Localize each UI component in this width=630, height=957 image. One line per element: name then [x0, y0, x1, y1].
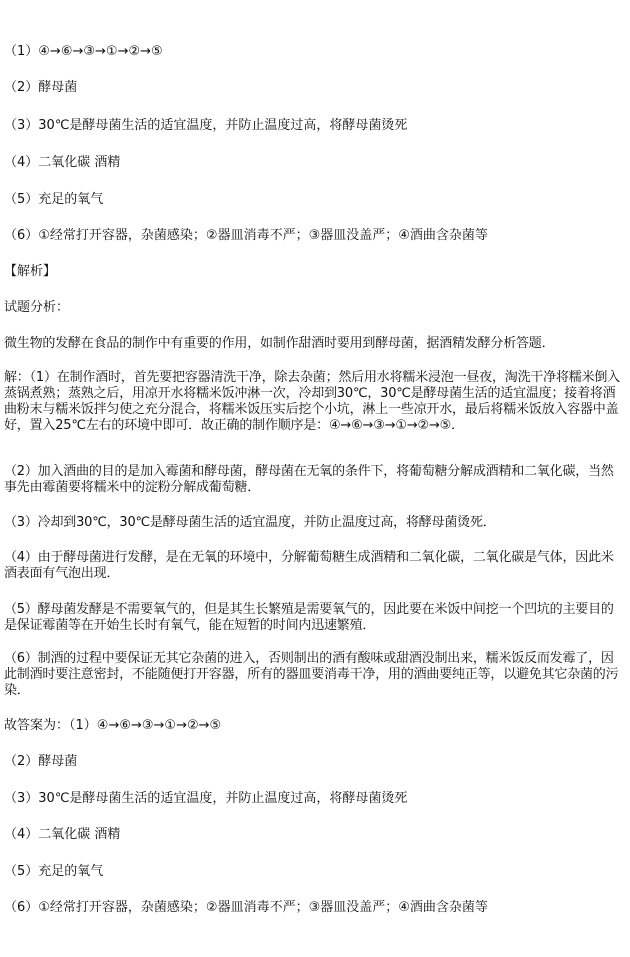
- answer-bottom-3: （3）30℃是酵母菌生活的适宜温度，并防止温度过高，将酵母菌烫死: [4, 791, 408, 806]
- explanation-6: （6）制酒的过程中要保证无其它杂菌的进入，否则制出的酒有酸味或甜酒没制出来，糯米饭反而发霉了，因此制酒时要注意密封，不能随便打开容器，所有的器皿要消毒干净，用的酒曲要纯正等，以避免其它杂菌的污染．: [4, 651, 619, 698]
- analysis-heading: 【解析】: [4, 264, 57, 279]
- final-answer-label: 故答案为：: [4, 718, 70, 733]
- answer-top-3: （3）30℃是酵母菌生活的适宜温度，并防止温度过高，将酵母菌烫死: [4, 118, 408, 133]
- explanation-5: （5）酵母菌发酵是不需要氧气的，但是其生长繁殖是需要氧气的，因此要在米饭中间挖一个凹坑的主要目的是保证霉菌等在开始生长时有氧气，能在短暂的时间内迅速繁殖．: [4, 602, 614, 633]
- intro-paragraph: 微生物的发酵在食品的制作中有重要的作用，如制作甜酒时要用到酵母菌，据酒精发酵分析答题．: [4, 336, 555, 351]
- answer-bottom-4: （4）二氧化碳 酒精: [4, 827, 121, 842]
- explanation-3: （3）冷却到30℃，30℃是酵母菌生活的适宜温度，并防止温度过高，将酵母菌烫死．: [4, 515, 496, 530]
- answer-top-1: （1）④→⑥→③→①→②→⑤: [4, 44, 163, 59]
- final-answer-row: [4, 718, 221, 734]
- answer-top-5: （5）充足的氧气: [4, 192, 104, 207]
- answer-bottom-1: （1）④→⑥→③→①→②→⑤: [69, 718, 222, 733]
- answer-bottom-5: （5）充足的氧气: [4, 864, 104, 879]
- explanation-4: （4）由于酵母菌进行发酵，是在无氧的环境中，分解葡萄糖生成酒精和二氧化碳，二氧化碳是气体，因此米酒表面有气泡出现．: [4, 550, 614, 581]
- answer-top-2: （2）酵母菌: [4, 80, 78, 95]
- answer-bottom-2: （2）酵母菌: [4, 754, 78, 769]
- answer-top-4: （4）二氧化碳 酒精: [4, 155, 121, 170]
- explanation-1: 解：（1）在制作酒时，首先要把容器清洗干净，除去杂菌；然后用水将糯米浸泡一昼夜，淘洗干净将糯米倒入蒸锅煮熟；蒸熟之后，用凉开水将糯米饭冲淋一次，冷却到30℃，30℃是酵母菌生活的适宜温度；接着将酒曲粉末与糯米饭拌匀使之充分混合，将糯米饭压实后挖个小坑，淋上一些凉开水，最后将糯米饭放入容器中盖好，置入25℃左右的环境中即可．故正确的制作顺序是：④→⑥→③→①→②→⑤．: [4, 370, 620, 433]
- explanation-2: （2）加入酒曲的目的是加入霉菌和酵母菌，酵母菌在无氧的条件下，将葡萄糖分解成酒精和二氧化碳，当然事先由霉菌要将糯米中的淀粉分解成葡萄糖．: [4, 464, 614, 495]
- answer-top-6: （6）①经常打开容器，杂菌感染；②器皿消毒不严；③器皿没盖严；④酒曲含杂菌等: [4, 228, 488, 243]
- answer-bottom-6: （6）①经常打开容器，杂菌感染；②器皿消毒不严；③器皿没盖严；④酒曲含杂菌等: [4, 900, 488, 915]
- test-analysis-label: 试题分析：: [4, 300, 70, 315]
